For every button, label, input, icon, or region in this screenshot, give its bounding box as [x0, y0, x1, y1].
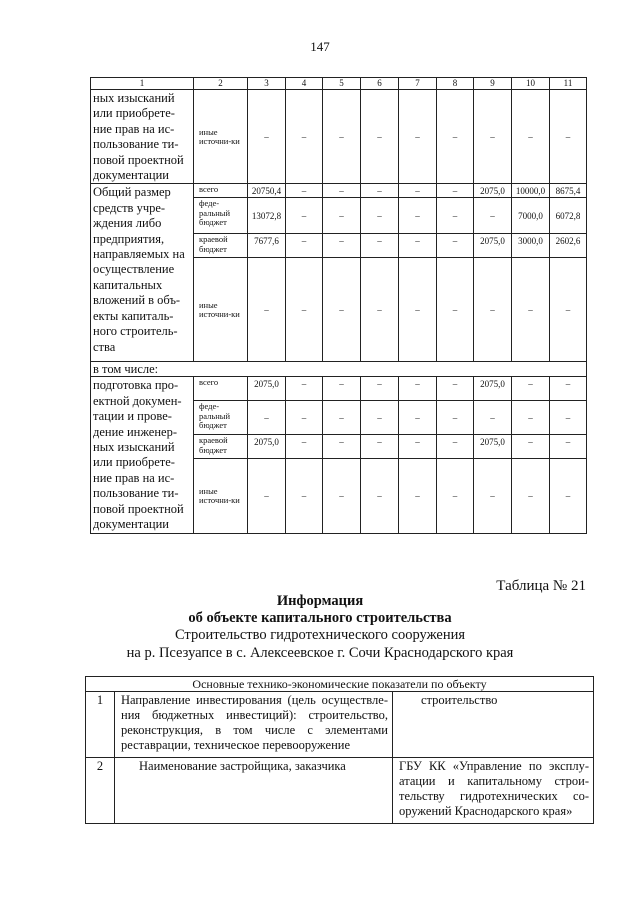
row-label: Наименование застройщика, заказчика [115, 758, 393, 824]
value-cell: 10000,0 [512, 184, 550, 198]
value-cell: – [399, 401, 437, 435]
column-number: 4 [286, 78, 323, 90]
column-number: 5 [323, 78, 361, 90]
value-cell: – [286, 459, 323, 533]
column-number-row [91, 78, 587, 90]
value-cell: – [399, 377, 437, 401]
column-number: 10 [512, 78, 550, 90]
value-cell: – [323, 401, 361, 435]
value-cell: – [323, 234, 361, 258]
value-cell: 2075,0 [248, 377, 286, 401]
value-cell: – [399, 90, 437, 184]
value-cell: – [399, 234, 437, 258]
value-cell: – [474, 401, 512, 435]
value-cell: 3000,0 [512, 234, 550, 258]
column-number: 7 [399, 78, 437, 90]
value-cell: – [323, 90, 361, 184]
column-number: 1 [91, 78, 194, 90]
value-cell: – [437, 401, 474, 435]
value-cell: – [323, 377, 361, 401]
row-label: Общий размер средств учре-ждения либо предприятия, направляемых на осуществление капитальных вложений в объ-екты капиталь-ного строитель-ства [91, 184, 194, 362]
table-header: Основные технико-экономические показатели по объекту [86, 677, 594, 692]
table-caption: Таблица № 21 [496, 578, 586, 594]
value-cell: – [286, 90, 323, 184]
value-cell: – [361, 234, 399, 258]
value-cell: – [437, 435, 474, 459]
table-row [91, 377, 587, 401]
value-cell: – [399, 258, 437, 362]
funding-source: иные источни-ки [194, 258, 248, 362]
value-cell: – [361, 258, 399, 362]
funding-source: всего [194, 377, 248, 401]
value-cell: – [474, 258, 512, 362]
value-cell: 8675,4 [550, 184, 587, 198]
table-row [91, 362, 587, 377]
value-cell: – [437, 234, 474, 258]
column-number: 11 [550, 78, 587, 90]
value-cell: – [512, 258, 550, 362]
value-cell: – [512, 459, 550, 533]
page-number: 147 [310, 39, 330, 54]
value-cell: – [437, 459, 474, 533]
object-location: на р. Псезуапсе в с. Алексеевское г. Сочи Краснодарского края [126, 645, 514, 661]
value-cell: – [323, 435, 361, 459]
funding-source: иные источни-ки [194, 459, 248, 533]
value-cell: – [323, 258, 361, 362]
section-subtitle: об объекте капитального строительства [188, 610, 452, 626]
value-cell: – [437, 184, 474, 198]
value-cell: 7677,6 [248, 234, 286, 258]
value-cell: – [512, 401, 550, 435]
value-cell: 13072,8 [248, 198, 286, 234]
table-row [86, 692, 594, 758]
value-cell: – [361, 377, 399, 401]
value-cell: – [286, 234, 323, 258]
table-row [91, 90, 587, 184]
value-cell: – [286, 198, 323, 234]
value-cell: – [512, 377, 550, 401]
value-cell: 2075,0 [474, 435, 512, 459]
info-table [85, 676, 594, 824]
value-cell: 2075,0 [248, 435, 286, 459]
value-cell: – [550, 401, 587, 435]
value-cell: – [361, 435, 399, 459]
value-cell: – [361, 459, 399, 533]
object-name: Строительство гидротехнического сооружения [174, 627, 466, 643]
value-cell: – [323, 198, 361, 234]
row-value: строительство [393, 692, 594, 758]
value-cell: 7000,0 [512, 198, 550, 234]
value-cell: – [286, 377, 323, 401]
funding-source: иные источни-ки [194, 90, 248, 184]
funding-source: краевой бюджет [194, 435, 248, 459]
section-title: Информация [276, 593, 364, 609]
value-cell: – [399, 435, 437, 459]
funding-table [90, 77, 587, 534]
funding-source: всего [194, 184, 248, 198]
column-number: 2 [194, 78, 248, 90]
value-cell: – [399, 198, 437, 234]
value-cell: – [550, 377, 587, 401]
value-cell: 20750,4 [248, 184, 286, 198]
value-cell: 2075,0 [474, 234, 512, 258]
value-cell: – [323, 459, 361, 533]
row-label: Направление инвестирования (цель осуществле-ния бюджетных инвестиций): строительство, реконструкция, в том числе с элементами реставрации, техническое перевооружение [115, 692, 393, 758]
row-label: подготовка про-ектной докумен-тации и прове-дение инженер-ных изысканий или приобрете-ние прав на ис-пользование ти-повой проектной документации [91, 377, 194, 533]
column-number: 3 [248, 78, 286, 90]
value-cell: – [512, 90, 550, 184]
table-row [91, 184, 587, 198]
value-cell: – [361, 198, 399, 234]
value-cell: – [399, 184, 437, 198]
value-cell: 2075,0 [474, 184, 512, 198]
value-cell: – [248, 401, 286, 435]
value-cell: – [550, 459, 587, 533]
value-cell: – [286, 258, 323, 362]
row-number: 2 [86, 758, 115, 824]
column-number: 6 [361, 78, 399, 90]
value-cell: – [474, 459, 512, 533]
value-cell: – [474, 90, 512, 184]
column-number: 9 [474, 78, 512, 90]
value-cell: – [286, 184, 323, 198]
value-cell: – [550, 435, 587, 459]
row-value: ГБУ КК «Управление по эксплу-атации и капитальному строи-тельству гидротехнических со-оружений Краснодарского края» [393, 758, 594, 824]
value-cell: – [512, 435, 550, 459]
value-cell: – [550, 258, 587, 362]
funding-source: краевой бюджет [194, 234, 248, 258]
value-cell: – [248, 459, 286, 533]
row-label: ных изысканий или приобрете-ние прав на ис-пользование ти-повой проектной документации [91, 90, 194, 184]
value-cell: – [286, 401, 323, 435]
value-cell: – [437, 198, 474, 234]
value-cell: – [361, 184, 399, 198]
value-cell: – [248, 90, 286, 184]
value-cell: – [399, 459, 437, 533]
value-cell: – [437, 258, 474, 362]
funding-source: феде-ральный бюджет [194, 401, 248, 435]
table-row [86, 758, 594, 824]
value-cell: – [474, 198, 512, 234]
table-header-row [86, 677, 594, 692]
value-cell: – [323, 184, 361, 198]
row-number: 1 [86, 692, 115, 758]
value-cell: – [361, 401, 399, 435]
value-cell: – [361, 90, 399, 184]
value-cell: 6072,8 [550, 198, 587, 234]
value-cell: – [437, 377, 474, 401]
value-cell: – [248, 258, 286, 362]
value-cell: – [286, 435, 323, 459]
value-cell: 2602,6 [550, 234, 587, 258]
value-cell: – [550, 90, 587, 184]
value-cell: – [437, 90, 474, 184]
funding-source: феде-ральный бюджет [194, 198, 248, 234]
value-cell: 2075,0 [474, 377, 512, 401]
subtotal-heading: в том числе: [91, 362, 587, 377]
column-number: 8 [437, 78, 474, 90]
